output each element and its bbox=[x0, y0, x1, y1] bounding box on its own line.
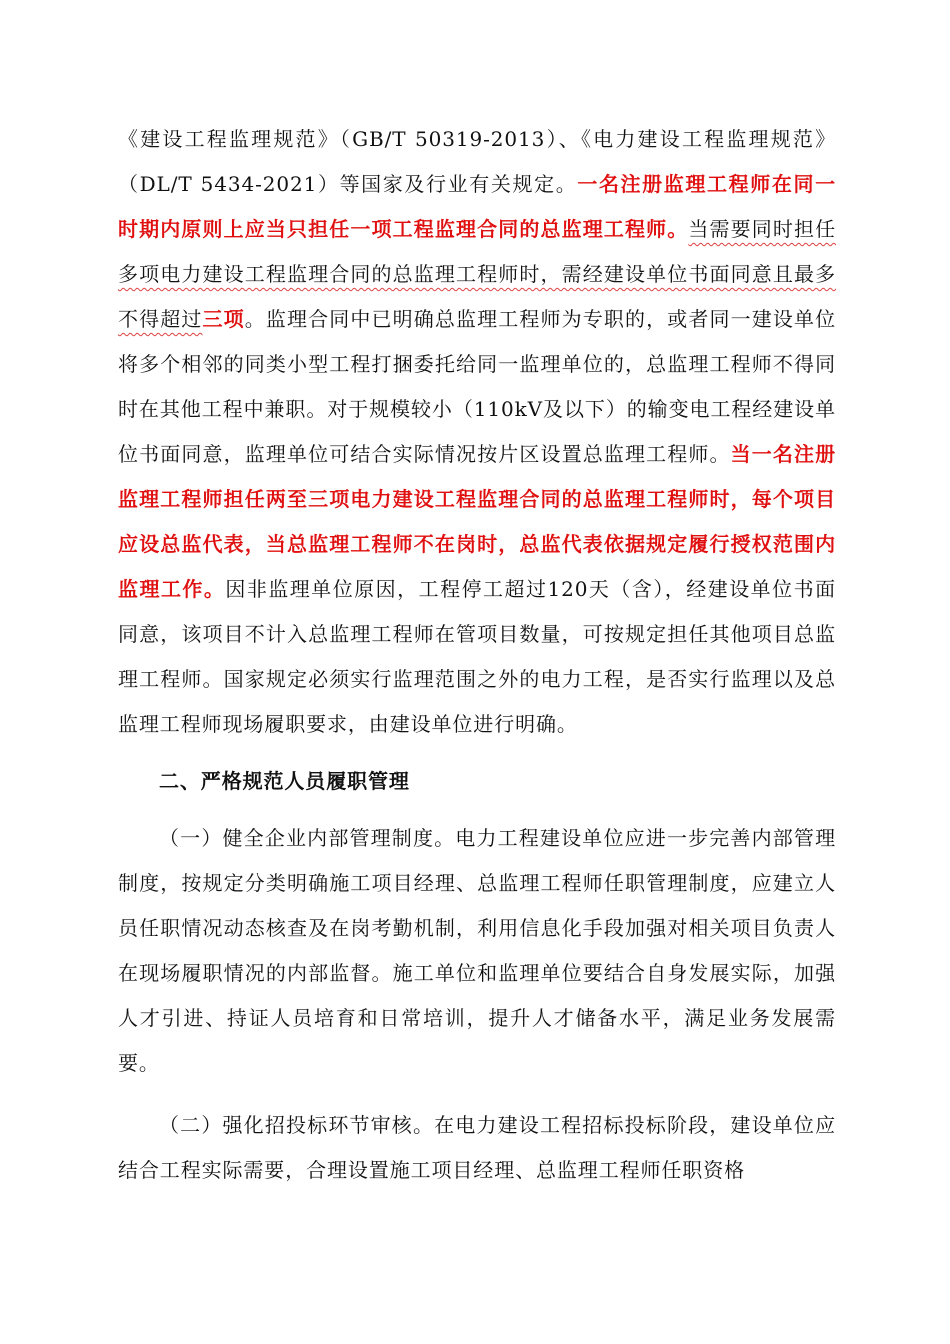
document-page bbox=[118, 117, 836, 1193]
suspension-clause: 因非监理单位原因，工程停工超过120天（含），经建设单位书面同意，该项目不计入总监理工程师在管项目数量，可按规定担任其他项目总监理工程师。国家规定必须实行监理范围之外的电力工程，是否实行监理以及总监理工程师现场履职要求，由建设单位进行明确。 bbox=[118, 577, 836, 736]
paragraph-supervisor-rules bbox=[118, 117, 836, 747]
paragraph-internal-management: （一）健全企业内部管理制度。电力工程建设单位应进一步完善内部管理制度，按规定分类明确施工项目经理、总监理工程师任职管理制度，应建立人员任职情况动态核查及在岗考勤机制，利用信息化手段加强对相关项目负责人在现场履职情况的内部监督。施工单位和监理单位要结合自身发展实际，加强人才引进、持证人员培育和日常培训，提升人才储备水平，满足业务发展需要。 bbox=[118, 826, 836, 1075]
regulation-citation: 《建设工程监理规范》（GB/T 50319-2013）、《电力建设工程监理规范》（DL/T 5434-2021）等国家及行业有关规定。 bbox=[118, 127, 836, 196]
highlight-three-projects: 三项 bbox=[202, 307, 245, 331]
fulltime-and-area-clause: 。监理合同中已明确总监理工程师为专职的，或者同一建设单位将多个相邻的同类小型工程打捆委托给同一监理单位的，总监理工程师不得同时在其他工程中兼职。对于规模较小（110kV及以下）的输变电工程经建设单位书面同意，监理单位可结合实际情况按片区设置总监理工程师。 bbox=[118, 307, 836, 466]
highlight-deputy-rule: 当一名注册监理工程师担任两至三项电力建设工程监理合同的总监理工程师时，每个项目应设总监代表，当总监理工程师不在岗时，总监代表依据规定履行授权范围内监理工作。 bbox=[118, 442, 837, 601]
underlined-multi-project-clause: 当需要同时担任多项电力建设工程监理合同的总监理工程师时，需经建设单位书面同意且最多不得超过 bbox=[118, 217, 836, 331]
highlight-single-project-rule: 一名注册监理工程师在同一时期内原则上应当只担任一项工程监理合同的总监理工程师。 bbox=[118, 172, 836, 241]
section-heading: 二、严格规范人员履职管理 bbox=[159, 769, 410, 793]
paragraph-bidding-review: （二）强化招投标环节审核。在电力建设工程招标投标阶段，建设单位应结合工程实际需要，合理设置施工项目经理、总监理工程师任职资格 bbox=[118, 1113, 836, 1182]
